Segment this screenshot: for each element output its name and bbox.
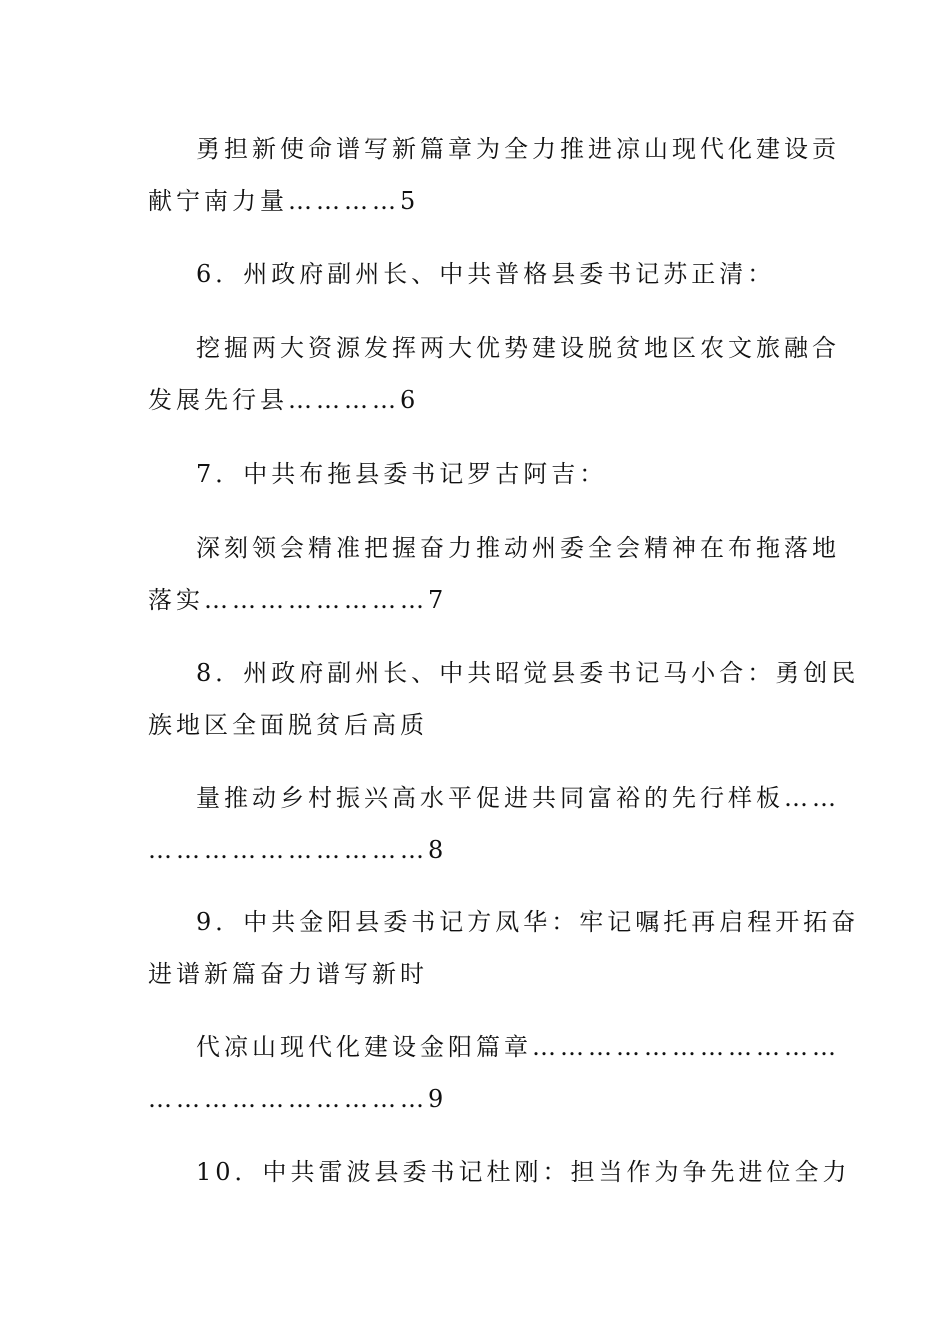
toc-entry-6-title-line-2: 发展先行县…………6 xyxy=(148,386,420,414)
toc-entry-7-title-line-1: 深刻领会精准把握奋力推动州委全会精神在布拖落地 xyxy=(196,534,840,562)
toc-entry-8-title-line-1: 量推动乡村振兴高水平促进共同富裕的先行样板…… xyxy=(196,784,840,812)
toc-entry-6-heading: 6．州政府副州长、中共普格县委书记苏正清： xyxy=(196,260,776,288)
toc-entry-8-title-line-2: …………………………8 xyxy=(148,836,448,864)
toc-entry-9-heading-line-1: 9．中共金阳县委书记方凤华：牢记嘱托再启程开拓奋 xyxy=(196,908,860,936)
toc-entry-5-title-line-1: 勇担新使命谱写新篇章为全力推进凉山现代化建设贡 xyxy=(196,135,840,163)
toc-entry-5-title-line-2: 献宁南力量…………5 xyxy=(148,187,420,215)
toc-entry-8-heading-line-2: 族地区全面脱贫后高质 xyxy=(148,711,428,739)
toc-entry-9-title-line-1: 代凉山现代化建设金阳篇章…………………………… xyxy=(196,1033,840,1061)
toc-entry-7-heading: 7．中共布拖县委书记罗古阿吉： xyxy=(196,460,608,488)
toc-entry-6-title-line-1: 挖掘两大资源发挥两大优势建设脱贫地区农文旅融合 xyxy=(196,334,840,362)
toc-entry-8-heading-line-1: 8．州政府副州长、中共昭觉县委书记马小合：勇创民 xyxy=(196,659,860,687)
toc-entry-10-heading: 10．中共雷波县委书记杜刚：担当作为争先进位全力 xyxy=(196,1158,851,1186)
toc-entry-9-heading-line-2: 进谱新篇奋力谱写新时 xyxy=(148,960,428,988)
toc-entry-7-title-line-2: 落实……………………7 xyxy=(148,586,448,614)
toc-entry-9-title-line-2: …………………………9 xyxy=(148,1085,448,1113)
